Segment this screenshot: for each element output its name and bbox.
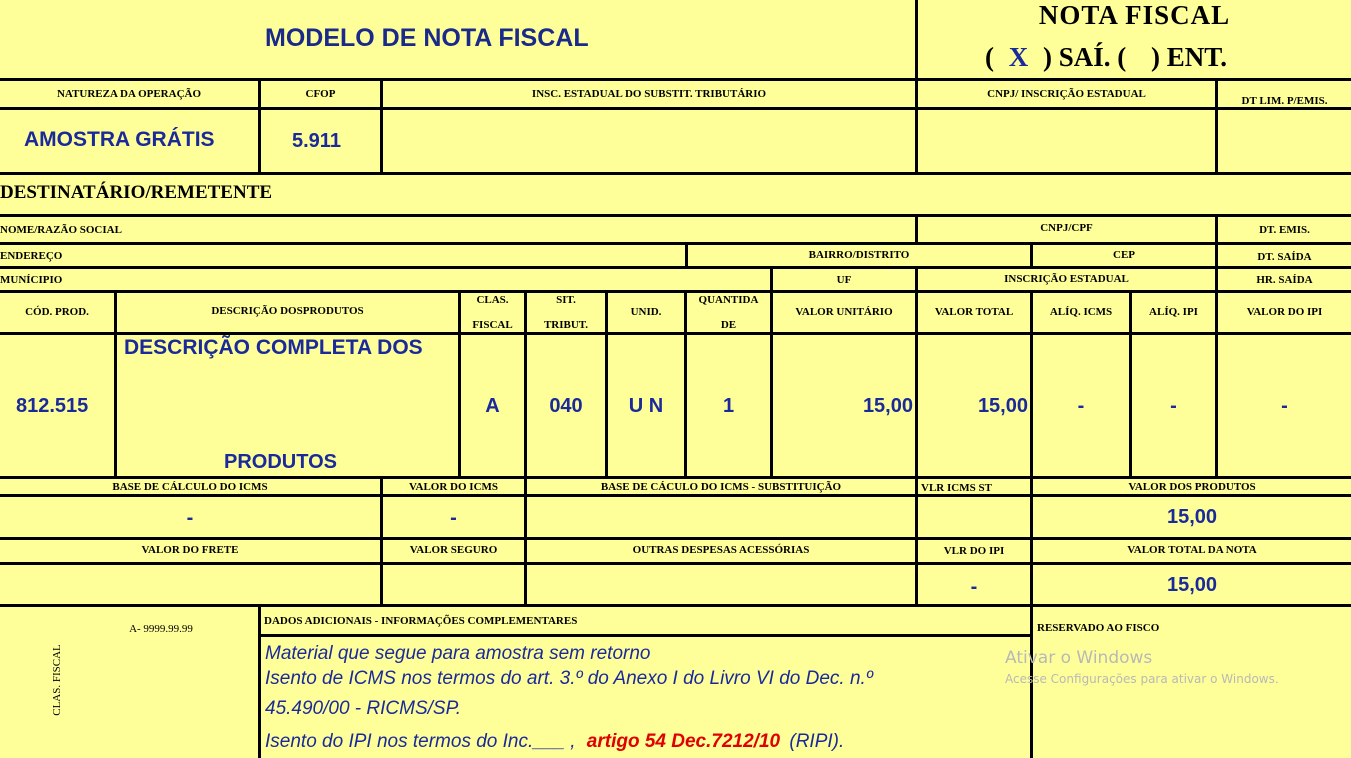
info-line-4-start: Isento do IPI nos termos do Inc.___ , xyxy=(265,731,576,752)
cell-qtd: 1 xyxy=(722,395,735,417)
cell-cod: 812.515 xyxy=(16,395,89,417)
nf-type-selector xyxy=(985,42,1227,73)
natureza-value: AMOSTRA GRÁTIS xyxy=(24,128,215,151)
cell-clas: A xyxy=(485,395,500,417)
info-line-4-end: (RIPI). xyxy=(789,731,845,752)
info-line-4-artigo: artigo 54 Dec.7212/10 xyxy=(586,731,781,752)
dt-saida-label: DT. SAÍDA xyxy=(1257,251,1312,263)
insc-estadual-label: INSCRIÇÃO ESTADUAL xyxy=(1004,273,1129,285)
municipio-label: MUNÍCIPIO xyxy=(0,274,63,286)
base-icms-value: - xyxy=(186,507,194,529)
cell-descricao-1: DESCRIÇÃO COMPLETA DOS xyxy=(124,336,423,359)
col-unid: UNID. xyxy=(630,306,662,318)
col-valor-ipi: VALOR DO IPI xyxy=(1246,306,1323,318)
clas-fiscal-vertical-label: CLAS. FISCAL xyxy=(51,644,63,716)
col-sit-1: SIT. xyxy=(556,294,576,306)
cell-aliq-icms: - xyxy=(1077,395,1085,417)
col-descricao: DESCRIÇÃO DOSPRODUTOS xyxy=(211,305,364,317)
nf-saida-label: ) SAÍ. ( xyxy=(1043,42,1127,72)
base-icms-label: BASE DE CÁLCULO DO ICMS xyxy=(112,481,268,493)
col-qtd-2: DE xyxy=(720,319,737,331)
nf-entrada-label: ) ENT. xyxy=(1151,42,1228,72)
valor-icms-value: - xyxy=(450,507,457,529)
frete-label: VALOR DO FRETE xyxy=(141,544,239,556)
cep-label: CEP xyxy=(1113,249,1135,261)
base-st-label: BASE DE CÁCULO DO ICMS - SUBSTITUIÇÃO xyxy=(600,481,842,493)
activation-watermark-title: Ativar o Windows xyxy=(1005,648,1153,668)
info-line-1: Material que segue para amostra sem retorno xyxy=(265,643,651,664)
destinatario-title: DESTINATÁRIO/REMETENTE xyxy=(0,182,273,203)
cell-sit: 040 xyxy=(549,395,583,417)
valor-total-nota-value: 15,00 xyxy=(1166,574,1218,596)
endereco-label: ENDEREÇO xyxy=(0,250,63,262)
cell-valor-total: 15,00 xyxy=(977,395,1028,417)
col-aliq-ipi: ALÍQ. IPI xyxy=(1149,306,1198,318)
cell-valor-ipi: - xyxy=(1281,395,1288,417)
col-clas-2: FISCAL xyxy=(472,319,513,331)
hr-saida-label: HR. SAÍDA xyxy=(1256,274,1313,286)
valor-produtos-value: 15,00 xyxy=(1166,506,1218,528)
col-clas-1: CLAS. xyxy=(476,294,509,306)
vlr-ipi-value: - xyxy=(970,576,978,598)
col-sit-2: TRIBUT. xyxy=(543,319,589,331)
nf-saida-mark: X xyxy=(1008,42,1029,72)
nome-label: NOME/RAZÃO SOCIAL xyxy=(0,224,122,236)
info-line-4 xyxy=(265,731,844,753)
insc-subst-label: INSC. ESTADUAL DO SUBSTIT. TRIBUTÁRIO xyxy=(531,88,767,100)
nf-open-paren: ( xyxy=(985,42,994,72)
col-aliq-icms: ALÍQ. ICMS xyxy=(1049,306,1113,318)
natureza-label: NATUREZA DA OPERAÇÃO xyxy=(56,88,202,100)
reservado-fisco-label: RESERVADO AO FISCO xyxy=(1037,622,1160,634)
outras-label: OUTRAS DESPESAS ACESSÓRIAS xyxy=(632,544,810,556)
bairro-label: BAIRRO/DISTRITO xyxy=(808,249,910,261)
cnpj-ie-label: CNPJ/ INSCRIÇÃO ESTADUAL xyxy=(987,88,1146,100)
cfop-label: CFOP xyxy=(305,88,336,100)
cell-unid: U N xyxy=(628,395,664,417)
vlr-ipi-label: VLR DO IPI xyxy=(943,545,1005,557)
info-line-3: 45.490/00 - RICMS/SP. xyxy=(265,698,462,719)
clas-code: A- 9999.99.99 xyxy=(129,623,193,635)
dados-adicionais-label: DADOS ADICIONAIS - INFORMAÇÕES COMPLEMENTARES xyxy=(264,615,578,627)
cnpj-cpf-label: CNPJ/CPF xyxy=(1040,222,1093,234)
col-qtd-1: QUANTIDA xyxy=(698,294,759,306)
dt-lim-label: DT LIM. P/EMIS. xyxy=(1241,95,1328,107)
col-cod-prod: CÓD. PROD. xyxy=(25,306,89,318)
col-valor-total: VALOR TOTAL xyxy=(934,306,1014,318)
nf-title: NOTA FISCAL xyxy=(1038,0,1231,30)
cell-descricao-2: PRODUTOS xyxy=(224,451,337,473)
dt-emis-label: DT. EMIS. xyxy=(1259,224,1310,236)
cell-valor-unit: 15,00 xyxy=(862,395,913,417)
col-valor-unit: VALOR UNITÁRIO xyxy=(795,306,893,318)
activation-watermark-text: Acesse Configurações para ativar o Windows. xyxy=(1005,672,1279,686)
cfop-value: 5.911 xyxy=(292,130,341,152)
uf-label: UF xyxy=(836,274,852,286)
valor-icms-label: VALOR DO ICMS xyxy=(408,481,499,493)
info-line-2: Isento de ICMS nos termos do art. 3.º do Anexo I do Livro VI do Dec. n.º xyxy=(265,668,873,689)
seguro-label: VALOR SEGURO xyxy=(409,544,498,556)
valor-total-nota-label: VALOR TOTAL DA NOTA xyxy=(1127,544,1257,556)
page-title: MODELO DE NOTA FISCAL xyxy=(265,24,589,52)
cell-aliq-ipi: - xyxy=(1170,395,1177,417)
vlr-icms-st-label: VLR ICMS ST xyxy=(921,482,992,494)
valor-produtos-label: VALOR DOS PRODUTOS xyxy=(1128,481,1256,493)
